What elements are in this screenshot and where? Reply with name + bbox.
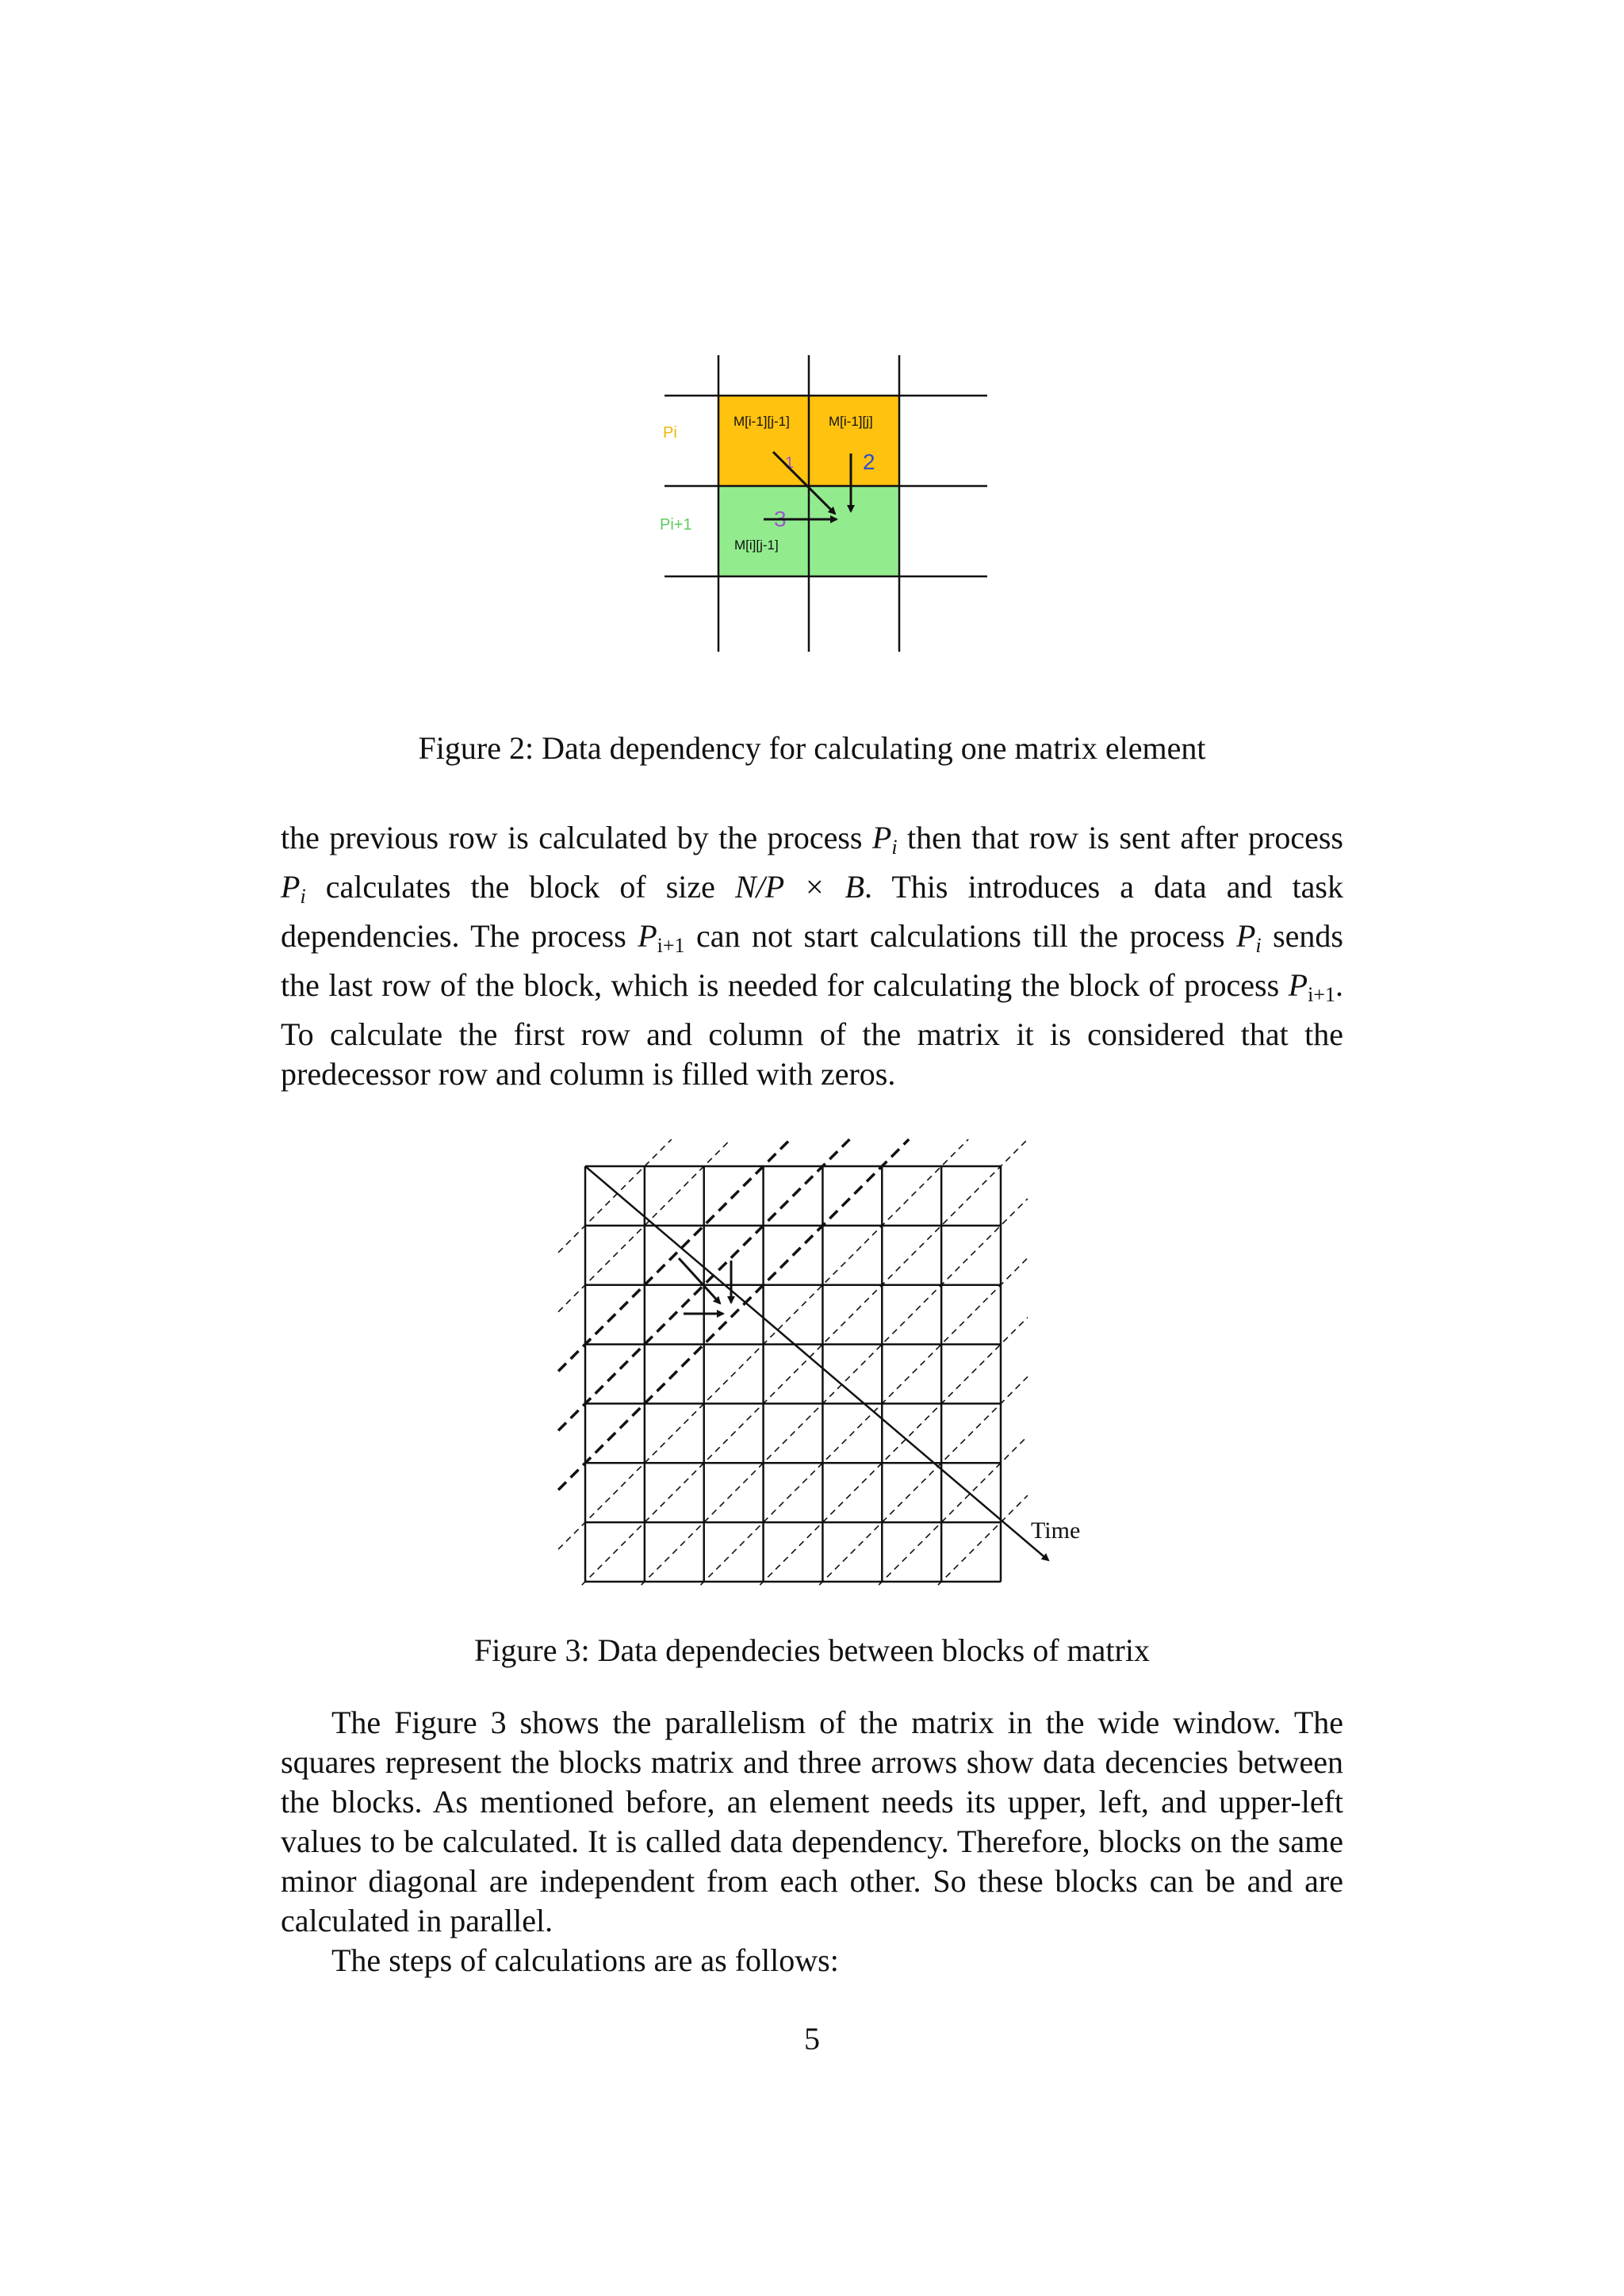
cell-label-top-right: M[i-1][j] <box>829 414 873 429</box>
paragraph-3: The steps of calculations are as follows: <box>331 1942 839 1978</box>
paragraph-2: The Figure 3 shows the parallelism of the matrix in the wide window. The squares represent the blocks matrix and three arrows show data decencies between the blocks. As mentioned before, an element needs its upper, left, and upper-left values to be calculated. It is called data dependency. Therefore, blocks on the same minor diagonal are independent from each other. So these blocks can be and are calculated in parallel. The steps of calculations are as follows: <box>281 1703 1343 1980</box>
wavefront-line <box>558 1139 1028 1586</box>
block-diagonal-arrow <box>679 1258 720 1303</box>
row-label-pi1: Pi+1 <box>660 516 692 534</box>
wavefront-line <box>914 1495 1028 1586</box>
arrow-label-1: 1 <box>785 454 795 472</box>
wavefront-dashed-lines <box>558 1139 1028 1586</box>
cell-label-bottom-left: M[i][j-1] <box>734 538 779 553</box>
time-label: Time <box>1031 1517 1081 1544</box>
row-label-pi: Pi <box>663 424 677 442</box>
cell-top-right <box>809 396 899 486</box>
wavefront-line-bold <box>558 1139 909 1490</box>
cell-bottom-left <box>718 486 809 576</box>
paragraph-1: the previous row is calculated by the process $P_i$ then that row is sent after process $P_i$ calculates the block of size N/P × B. This introduces a data and task dependencies. The process $P_{i+1}$ can not start calculations till the process $P_i$ sends the last row of the block, which is needed for calculating the block of process $P_{i+1}$. To calculate the first row and column of the matrix it is considered that the predecessor row and column is filled with zeros. <box>281 820 1344 1092</box>
wavefront-line <box>795 1376 1027 1586</box>
arrow-label-2: 2 <box>863 450 875 474</box>
wavefront-line <box>677 1258 1028 1586</box>
cell-label-top-left: M[i-1][j-1] <box>733 414 790 429</box>
figure-3-caption: Figure 3: Data dependecies between blocks of matrix <box>474 1632 1150 1668</box>
figure-2-dependency-diagram <box>650 349 999 666</box>
figure-2-caption: Figure 2: Data dependency for calculating one matrix element <box>418 730 1206 766</box>
page-number: 5 <box>804 2021 820 2057</box>
wavefront-line <box>558 1139 672 1253</box>
arrow-label-3: 3 <box>774 507 787 531</box>
figure-3-block-dependency-diagram <box>523 1110 1110 1586</box>
